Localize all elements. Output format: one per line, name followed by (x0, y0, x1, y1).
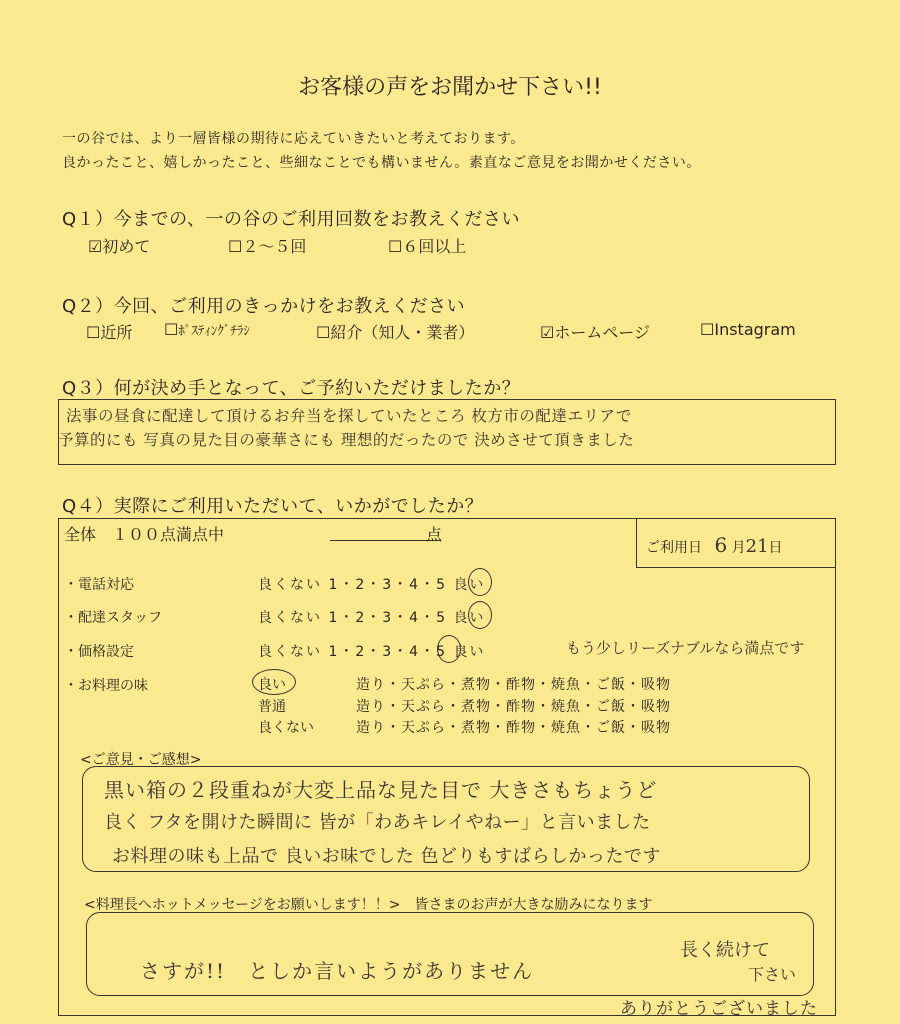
taste-level-normal[interactable]: 普通 (258, 699, 286, 715)
rating-selected-circle (437, 635, 461, 663)
rating-label-delivery: ・配達スタッフ (64, 610, 162, 626)
page-title: お客様の声をお聞かせ下さい!! (298, 75, 602, 100)
usage-date: ご利用日 6 月21日 (646, 533, 783, 557)
q3-question: Q３）何が決め手となって、ご予約いただけましたか？ (62, 378, 521, 399)
message-side-1: 長く続けて (680, 940, 770, 961)
checkbox-icon: ☐ (228, 237, 243, 256)
dishes-row-good[interactable]: 造り・天ぷら・煮物・酢物・焼魚・ご飯・吸物 (356, 677, 671, 693)
opinion-label: <ご意見・ご感想> (80, 752, 202, 768)
message-footer: ありがとうございました (620, 999, 818, 1019)
checkbox-icon: ☐ (86, 323, 101, 342)
q2-option-referral[interactable]: ☐紹介（知人・業者） (316, 323, 475, 342)
checkbox-icon: ☐ (316, 323, 331, 342)
dishes-row-bad[interactable]: 造り・天ぷら・煮物・酢物・焼魚・ご飯・吸物 (356, 720, 671, 736)
opinion-line-2: 良く フタを開けた瞬間に 皆が「わあキレイやねー」と言いました (104, 812, 651, 833)
rating-label-price: ・価格設定 (64, 644, 134, 660)
overall-score-blank[interactable] (330, 540, 440, 541)
rating-scale-phone[interactable]: 良くない 1・2・3・4・5 良い (258, 577, 486, 593)
q2-option-homepage[interactable]: ☑ホームページ (540, 323, 651, 342)
opinion-line-1: 黒い箱の２段重ねが大変上品な見た目で 大きさもちょうど (104, 778, 658, 802)
message-main: さすが!! としか言いようがありません (140, 959, 535, 983)
q2-option-flyer[interactable]: ☐ﾎﾟｽﾃｨﾝｸﾞﾁﾗｼ (164, 320, 250, 339)
q3-answer-line-1: 法事の昼食に配達して頂けるお弁当を探していたところ 枚方市の配達エリアで (66, 407, 632, 425)
q2-option-instagram[interactable]: ☐Instagram (700, 320, 796, 339)
q1-question: Q１）今までの、一の谷のご利用回数をお教えください (62, 209, 520, 230)
price-comment: もう少しリーズナブルなら満点です (566, 639, 805, 657)
overall-score-label: 全体 １００点満点中 (64, 525, 225, 544)
rating-selected-circle (468, 568, 492, 596)
q3-answer-line-2: 予算的にも 写真の見た目の豪華さにも 理想的だったので 決めさせて頂きました (58, 431, 635, 449)
q1-option-first[interactable]: ☑初めて (88, 237, 151, 256)
message-side-2: 下さい (748, 965, 797, 984)
usage-date-day: 21 (745, 536, 769, 557)
usage-date-label: ご利用日 (646, 540, 702, 556)
checkbox-icon: ☐ (700, 320, 715, 339)
intro-line-2: 良かったこと、嬉しかったこと、些細なことでも構いません。素直なご意見をお聞かせください。 (62, 155, 701, 171)
checkbox-checked-icon: ☑ (540, 323, 555, 342)
rating-scale-price[interactable]: 良くない 1・2・3・4・5 良い (258, 644, 486, 660)
q1-option-2-5[interactable]: ☐２～５回 (228, 237, 307, 256)
intro-line-1: 一の谷では、より一層皆様の期待に応えていきたいと考えております。 (62, 131, 525, 147)
checkbox-checked-icon: ☑ (88, 237, 103, 256)
taste-selected-circle (252, 669, 296, 695)
rating-label-phone: ・電話対応 (64, 577, 134, 593)
rating-scale-delivery[interactable]: 良くない 1・2・3・4・5 良い (258, 610, 486, 626)
message-label: <料理長へホットメッセージをお願いします！！> 皆さまのお声が大きな励みになります (84, 897, 653, 913)
q2-option-neighborhood[interactable]: ☐近所 (86, 323, 133, 342)
q4-question: Q４）実際にご利用いただいて、いかがでしたか？ (62, 496, 484, 517)
checkbox-icon: ☐ (388, 237, 403, 256)
points-suffix: 点 (426, 525, 443, 544)
rating-selected-circle (468, 601, 492, 629)
opinion-line-3: お料理の味も上品で 良いお味でした 色どりもすばらしかったです (112, 846, 661, 867)
q1-option-6plus[interactable]: ☐６回以上 (388, 237, 467, 256)
checkbox-icon: ☐ (164, 320, 179, 339)
taste-level-bad[interactable]: 良くない (258, 720, 314, 736)
q2-question: Q２）今回、ご利用のきっかけをお教えください (62, 296, 466, 317)
taste-level-good[interactable]: 良い (258, 677, 286, 693)
taste-label: ・お料理の味 (64, 678, 148, 694)
usage-date-month: 6 (714, 533, 728, 557)
dishes-row-normal[interactable]: 造り・天ぷら・煮物・酢物・焼魚・ご飯・吸物 (356, 699, 671, 715)
